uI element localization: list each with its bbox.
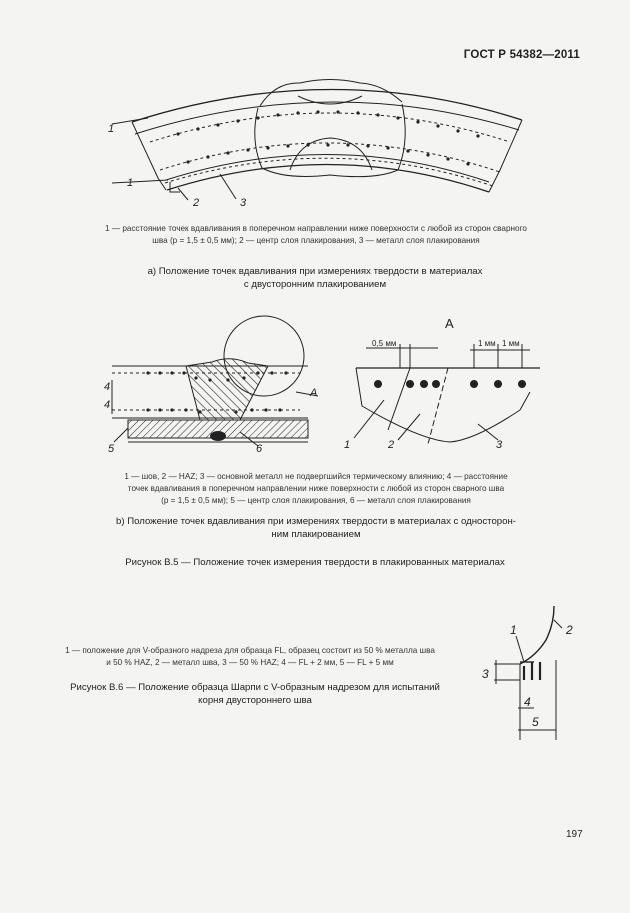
arc-top-outer xyxy=(132,89,522,122)
arc-top-inner xyxy=(135,102,519,134)
b6-weld-curve xyxy=(520,606,554,664)
right-edge xyxy=(489,120,522,192)
detail-dim-05: 0,5 мм xyxy=(372,339,397,348)
figure-a-caption-line1: а) Положение точек вдавливания при измерениях твердости в материалах xyxy=(147,266,483,277)
figure-a-caption-line2: с двусторонним плакированием xyxy=(243,278,387,290)
detail-haz-line xyxy=(428,368,448,444)
figure-b5-title: Рисунок В.5 — Положение точек измерения твердости в плакированных материалах xyxy=(125,557,505,568)
label-3: 3 xyxy=(240,197,247,209)
detail-label-1: 1 xyxy=(344,439,351,451)
b6-leader-2 xyxy=(554,620,562,628)
figure-b-caption-line2: ним плакированием xyxy=(271,528,361,540)
b-label-A: A xyxy=(310,387,318,399)
document-id-header: ГОСТ Р 54382—2011 xyxy=(463,49,580,61)
b6-label-3: 3 xyxy=(482,667,489,681)
b-detail-circle xyxy=(224,316,304,396)
b-label-4-top: 4 xyxy=(104,381,111,393)
b6-label-1: 1 xyxy=(510,623,517,637)
dim-bottom-line xyxy=(112,180,168,183)
b6-leader-1 xyxy=(516,636,524,662)
leader-2 xyxy=(178,188,188,200)
b-label-4-bottom: 4 xyxy=(104,399,111,411)
page-number: 197 xyxy=(566,829,583,840)
figure-b6-legend-line2: и 50 % HAZ, 2 — металл шва, 3 — 50 % HAZ; 4 — FL + 2 мм, 5 — FL + 5 мм xyxy=(106,657,394,667)
figure-b-legend xyxy=(90,471,542,507)
figure-a-legend: 1 — расстояние точек вдавливания в поперечном направлении ниже поверхности с любой из сторон сварного шва (p = 1,5 ± 0,5 мм); 2 — центр слоя плакирования, 3 — металл слоя плакирования xyxy=(105,224,527,245)
arc-bottom-outer xyxy=(167,164,489,192)
leader-3 xyxy=(220,174,236,199)
figure-b6-caption xyxy=(40,682,470,707)
b6-label-2: 2 xyxy=(566,623,573,637)
detail-leader-1 xyxy=(354,400,384,438)
detail-dim-1b: 1 мм xyxy=(502,339,520,348)
figure-b6-caption-line2: корня двустороннего шва xyxy=(198,694,312,706)
figure-b6-legend xyxy=(40,645,460,668)
dash-line-3 xyxy=(165,158,493,186)
b-root-point xyxy=(210,431,226,441)
b-label-5: 5 xyxy=(108,443,115,455)
detail-label-2: 2 xyxy=(388,439,395,451)
label-1-top: 1 xyxy=(108,123,115,135)
label-1-bottom: 1 xyxy=(127,177,134,189)
detail-dim-1a: 1 мм xyxy=(478,339,496,348)
b-weld xyxy=(186,359,268,420)
figure-b-legend-line3: (p = 1,5 ± 0,5 мм); 5 — центр слоя плакирования, 6 — металл слоя плакирования xyxy=(161,496,471,505)
detail-title-A: A xyxy=(445,316,454,331)
figure-a-caption xyxy=(90,266,540,291)
b6-label-5: 5 xyxy=(532,715,539,729)
figure-b-caption-line1: b) Положение точек вдавливания при измерениях твердости в материалах с односторон- xyxy=(116,516,516,527)
b-label-6: 6 xyxy=(256,443,263,455)
left-edge xyxy=(132,122,166,190)
label-2: 2 xyxy=(193,197,200,209)
detail-fusion-line xyxy=(388,368,410,430)
b6-label-4: 4 xyxy=(524,695,531,709)
figure-b-legend-line2: точек вдавливания в поперечном направлении ниже поверхности с любой из сторон сварного шва xyxy=(127,484,505,493)
figure-b6-legend-line1: 1 — положение для V-образного надреза для образца FL, образец состоит из 50 % металла шва xyxy=(65,646,435,655)
detail-outline xyxy=(356,368,530,442)
detail-points xyxy=(374,380,526,388)
dim-top-line xyxy=(112,118,148,124)
figure-b-caption xyxy=(90,516,542,541)
figure-b-legend-line1: 1 — шов, 2 — HAZ; 3 — основной металл не подвергшийся термическому влиянию; 4 — расстояние xyxy=(124,472,508,481)
figure-b6-caption-line1: Рисунок В.6 — Положение образца Шарпи с V-образным надрезом для испытаний xyxy=(70,682,440,693)
detail-label-3: 3 xyxy=(496,439,503,451)
b-leader-5 xyxy=(114,428,128,442)
